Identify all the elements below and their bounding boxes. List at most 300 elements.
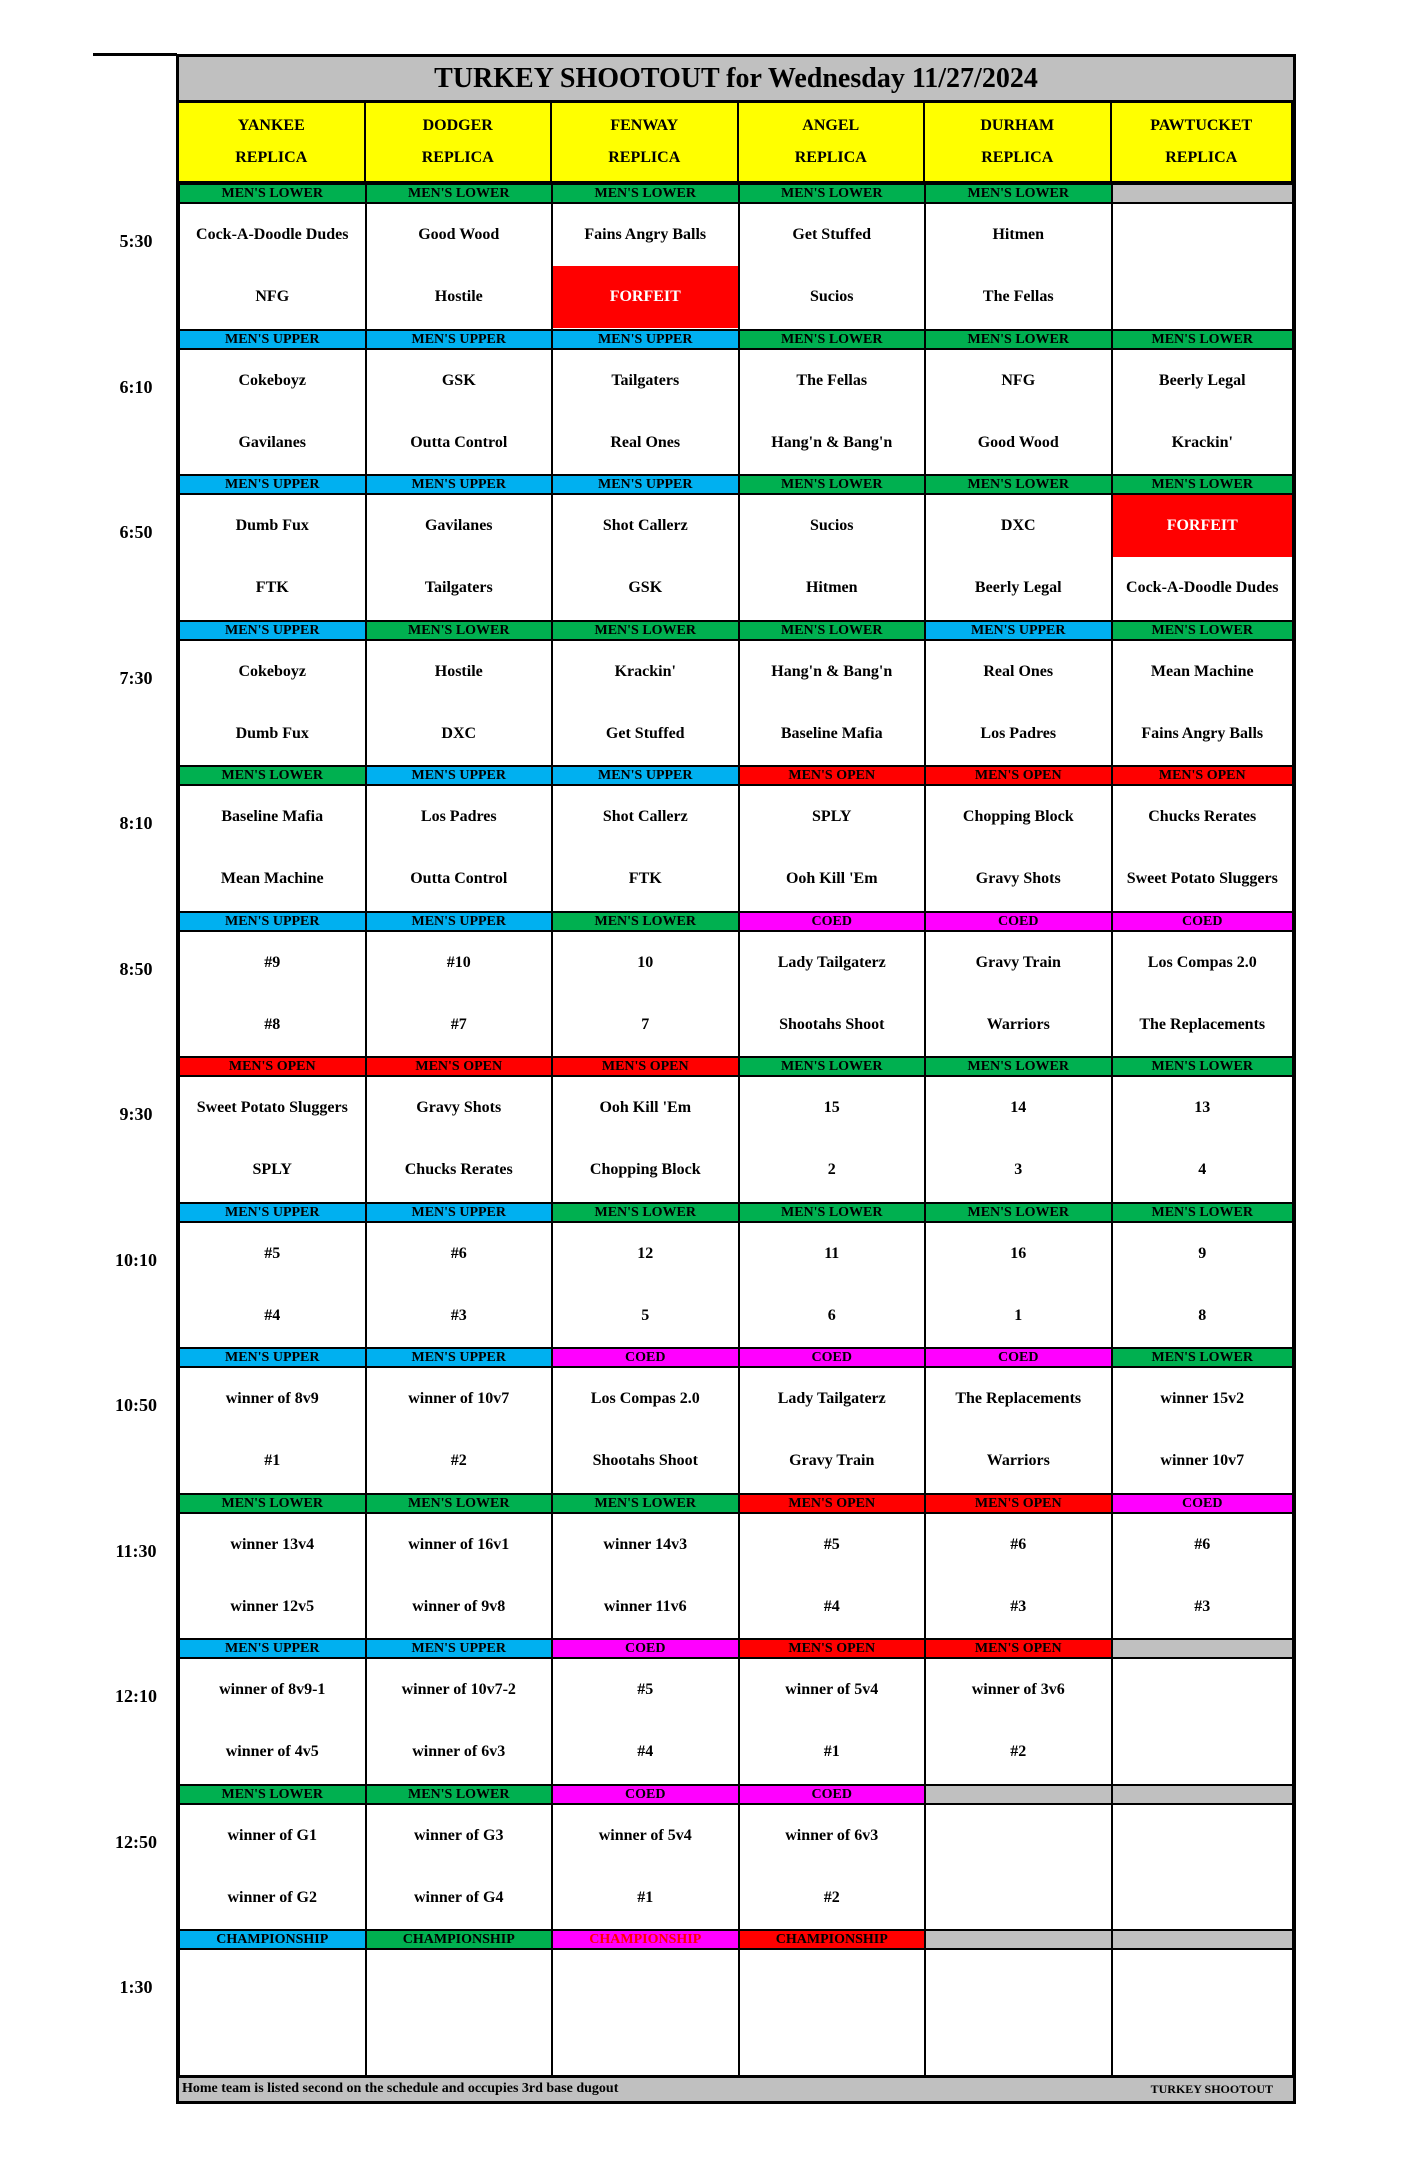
- home-team: 4: [1198, 1161, 1207, 1178]
- home-team: winner of 6v3: [412, 1743, 506, 1760]
- game-cell[interactable]: [179, 1222, 366, 1349]
- division-label: COED: [739, 1785, 926, 1804]
- division-label: MEN'S LOWER: [552, 621, 739, 640]
- game-cell[interactable]: [366, 494, 553, 621]
- game-cell[interactable]: [552, 1513, 739, 1640]
- home-team: Chucks Rerates: [404, 1161, 513, 1178]
- away-team: 13: [1194, 1099, 1211, 1116]
- away-team: Hitmen: [992, 226, 1045, 243]
- home-team: NFG: [255, 288, 290, 305]
- division-label: MEN'S OPEN: [925, 1639, 1112, 1658]
- home-team: FTK: [255, 579, 289, 596]
- division-label: MEN'S OPEN: [739, 1494, 926, 1513]
- home-team: Outta Control: [410, 870, 508, 887]
- division-label: MEN'S LOWER: [1112, 475, 1294, 494]
- away-team: winner of 3v6: [971, 1681, 1065, 1698]
- game-cell[interactable]: [739, 349, 926, 476]
- game-cell[interactable]: [1112, 1658, 1294, 1785]
- division-label: MEN'S UPPER: [179, 1203, 366, 1222]
- home-team: Hitmen: [805, 579, 858, 596]
- venue-type: REPLICA: [981, 149, 1054, 166]
- game-cell[interactable]: [1112, 1222, 1294, 1349]
- away-team: 10: [637, 953, 654, 971]
- game-cell[interactable]: [366, 203, 553, 330]
- home-team: Hostile: [434, 288, 483, 305]
- division-label: MEN'S LOWER: [925, 1203, 1112, 1222]
- away-team: 11: [824, 1244, 840, 1262]
- game-cell[interactable]: [1112, 349, 1294, 476]
- division-label: MEN'S UPPER: [552, 766, 739, 785]
- game-cell[interactable]: [925, 785, 1112, 912]
- division-label: MEN'S LOWER: [739, 184, 926, 203]
- game-cell[interactable]: [179, 1076, 366, 1203]
- away-team: #5: [264, 1244, 281, 1262]
- game-cell[interactable]: [552, 1658, 739, 1785]
- schedule-grid: [176, 54, 1296, 2104]
- game-cell[interactable]: [552, 349, 739, 476]
- division-label: MEN'S UPPER: [179, 475, 366, 494]
- game-cell[interactable]: [552, 931, 739, 1058]
- game-cell[interactable]: [179, 1949, 366, 2076]
- home-team: #1: [264, 1452, 281, 1469]
- home-team: [1113, 1867, 1293, 1929]
- home-team: #4: [264, 1306, 281, 1324]
- footer-bar: [179, 2075, 1293, 2101]
- home-team: Gavilanes: [238, 433, 307, 451]
- away-team: Hang'n & Bang'n: [771, 662, 893, 680]
- game-cell[interactable]: [179, 1513, 366, 1640]
- game-cell[interactable]: [366, 785, 553, 912]
- away-team: winner 14v3: [603, 1535, 688, 1553]
- home-team: [1113, 2012, 1293, 2074]
- home-team: Cock-A-Doodle Dudes: [1126, 579, 1279, 596]
- away-team: #5: [637, 1681, 654, 1698]
- game-cell[interactable]: [925, 1658, 1112, 1785]
- home-team: Shootahs Shoot: [779, 1015, 885, 1033]
- game-cell[interactable]: [925, 1804, 1112, 1931]
- venue-name: FENWAY: [610, 117, 679, 134]
- away-team: #9: [264, 953, 281, 971]
- home-team: Hang'n & Bang'n: [771, 433, 893, 451]
- game-cell[interactable]: [552, 494, 739, 621]
- game-cell[interactable]: [739, 785, 926, 912]
- away-team: Fains Angry Balls: [584, 226, 707, 243]
- game-cell[interactable]: [739, 1804, 926, 1931]
- home-team: Get Stuffed: [605, 724, 685, 742]
- venue-type: REPLICA: [1165, 149, 1238, 166]
- home-team: [1113, 266, 1293, 328]
- game-cell[interactable]: [925, 1076, 1112, 1203]
- away-team: Gravy Train: [975, 953, 1061, 971]
- game-cell[interactable]: [739, 1513, 926, 1640]
- away-team: Shot Callerz: [602, 808, 688, 825]
- game-cell[interactable]: [925, 203, 1112, 330]
- home-team: Mean Machine: [220, 870, 324, 887]
- away-team: Chucks Rerates: [1148, 808, 1257, 825]
- away-team: Good Wood: [418, 226, 500, 243]
- game-cell[interactable]: [179, 640, 366, 767]
- away-team: 12: [637, 1244, 654, 1262]
- top-rule: [93, 53, 177, 56]
- time-slot-label: 8:50: [119, 958, 153, 979]
- game-cell[interactable]: [1112, 1513, 1294, 1640]
- division-label: COED: [739, 912, 926, 931]
- game-cell[interactable]: [552, 203, 739, 330]
- home-team: Fains Angry Balls: [1141, 724, 1264, 742]
- venue-type: REPLICA: [235, 149, 308, 166]
- home-team: winner 12v5: [230, 1597, 315, 1615]
- game-cell[interactable]: [925, 1222, 1112, 1349]
- away-team: [1113, 1950, 1293, 2012]
- game-cell[interactable]: [366, 1513, 553, 1640]
- game-cell[interactable]: [925, 1513, 1112, 1640]
- away-team: Hostile: [434, 662, 483, 680]
- away-team: DXC: [1000, 517, 1036, 534]
- time-slot-label: 8:10: [119, 813, 153, 833]
- division-label: MEN'S UPPER: [366, 330, 553, 349]
- time-slot-label: 6:50: [119, 522, 153, 542]
- division-label: MEN'S LOWER: [739, 621, 926, 640]
- game-cell[interactable]: [1112, 931, 1294, 1058]
- away-team: Krackin': [614, 662, 676, 680]
- away-team: winner of 5v4: [598, 1826, 692, 1844]
- away-team: [926, 1950, 1111, 2012]
- away-team: Gavilanes: [424, 517, 493, 534]
- game-cell[interactable]: [366, 1222, 553, 1349]
- home-team: 7: [641, 1015, 650, 1033]
- division-label: MEN'S LOWER: [552, 1494, 739, 1513]
- game-cell[interactable]: [1112, 1076, 1294, 1203]
- game-cell[interactable]: [925, 640, 1112, 767]
- away-team: Get Stuffed: [792, 226, 872, 243]
- home-team: 6: [827, 1306, 836, 1324]
- division-label: COED: [925, 912, 1112, 931]
- away-team: The Fellas: [796, 371, 868, 389]
- division-label: MEN'S OPEN: [366, 1057, 553, 1076]
- home-team: winner of 9v8: [412, 1597, 506, 1615]
- division-label: COED: [739, 1348, 926, 1367]
- venue-type: REPLICA: [608, 149, 681, 166]
- footer-note: Home team is listed second on the schedule and occupies 3rd base dugout: [182, 2081, 619, 2096]
- home-team: Sucios: [809, 288, 854, 305]
- venue-header: [552, 103, 739, 184]
- away-team: #6: [1010, 1535, 1027, 1553]
- away-team: Lady Tailgaterz: [777, 953, 886, 971]
- away-team: Lady Tailgaterz: [777, 1390, 886, 1407]
- division-label: MEN'S LOWER: [552, 1203, 739, 1222]
- home-team: Ooh Kill 'Em: [785, 870, 878, 887]
- division-label: MEN'S LOWER: [552, 184, 739, 203]
- home-team: winner 11v6: [603, 1597, 687, 1615]
- division-label: MEN'S OPEN: [1112, 766, 1294, 785]
- division-label: MEN'S UPPER: [552, 330, 739, 349]
- division-label: [1112, 184, 1294, 203]
- away-team: Real Ones: [983, 662, 1054, 680]
- away-team: [740, 1950, 925, 2012]
- home-team: Baseline Mafia: [780, 724, 883, 742]
- away-team: winner of 8v9-1: [219, 1681, 326, 1698]
- division-label: COED: [552, 1348, 739, 1367]
- venue-header: [1112, 103, 1294, 184]
- away-team: Chopping Block: [962, 808, 1074, 825]
- game-cell[interactable]: [366, 1658, 553, 1785]
- home-team: #3: [1194, 1597, 1211, 1615]
- away-team: Los Padres: [420, 808, 497, 825]
- away-team: winner of 6v3: [785, 1826, 879, 1844]
- game-cell[interactable]: [366, 349, 553, 476]
- game-cell[interactable]: [179, 1658, 366, 1785]
- division-label: MEN'S LOWER: [925, 330, 1112, 349]
- venue-header: [925, 103, 1112, 184]
- away-team: #6: [450, 1244, 467, 1262]
- game-cell[interactable]: [739, 1658, 926, 1785]
- away-team: Cokeboyz: [238, 662, 307, 680]
- division-label: MEN'S LOWER: [739, 330, 926, 349]
- away-team: SPLY: [812, 808, 852, 825]
- home-team: winner of G2: [227, 1888, 317, 1906]
- home-team: Outta Control: [410, 433, 508, 451]
- away-team: [1113, 1805, 1293, 1867]
- home-team: 2: [827, 1161, 836, 1178]
- away-team: winner of G3: [414, 1826, 504, 1844]
- division-label: MEN'S LOWER: [366, 1494, 553, 1513]
- venue-name: DODGER: [422, 117, 493, 134]
- game-cell[interactable]: [552, 1367, 739, 1494]
- time-slot-label: 9:30: [119, 1104, 153, 1124]
- division-label: [1112, 1785, 1294, 1804]
- game-cell[interactable]: [552, 640, 739, 767]
- away-team: 16: [1010, 1244, 1027, 1262]
- game-cell[interactable]: [1112, 1949, 1294, 2076]
- home-team: [367, 2012, 552, 2074]
- division-label: MEN'S LOWER: [1112, 1057, 1294, 1076]
- game-cell[interactable]: [739, 1222, 926, 1349]
- venue-name: PAWTUCKET: [1150, 117, 1253, 134]
- away-team: [1113, 1659, 1293, 1721]
- division-label: [1112, 1930, 1294, 1949]
- game-cell[interactable]: [739, 1076, 926, 1203]
- home-team: Beerly Legal: [974, 579, 1062, 596]
- division-label: COED: [1112, 912, 1294, 931]
- division-label: MEN'S LOWER: [1112, 330, 1294, 349]
- home-team: winner 10v7: [1160, 1452, 1245, 1469]
- game-cell[interactable]: [739, 931, 926, 1058]
- division-label: MEN'S LOWER: [366, 1785, 553, 1804]
- away-team: winner of G1: [227, 1826, 317, 1844]
- away-team: Gravy Shots: [416, 1099, 502, 1116]
- home-team: Krackin': [1171, 433, 1233, 451]
- home-team: #1: [823, 1743, 840, 1760]
- away-team: winner of 8v9: [225, 1390, 319, 1407]
- home-team: 3: [1014, 1161, 1023, 1178]
- division-label: CHAMPIONSHIP: [179, 1930, 366, 1949]
- game-cell[interactable]: [925, 349, 1112, 476]
- away-team: [180, 1950, 365, 2012]
- game-cell[interactable]: [552, 1804, 739, 1931]
- home-team: [926, 1867, 1111, 1929]
- home-team: #1: [637, 1888, 654, 1906]
- time-slot-label: 11:30: [115, 1540, 157, 1561]
- division-label: MEN'S LOWER: [925, 1057, 1112, 1076]
- division-label: MEN'S UPPER: [925, 621, 1112, 640]
- game-cell[interactable]: [1112, 785, 1294, 912]
- away-team: [926, 1805, 1111, 1867]
- home-team: Real Ones: [610, 433, 681, 451]
- division-label: [925, 1930, 1112, 1949]
- game-cell[interactable]: [925, 931, 1112, 1058]
- game-cell[interactable]: [739, 1367, 926, 1494]
- away-team: Baseline Mafia: [221, 808, 324, 825]
- home-team: Los Padres: [980, 724, 1057, 742]
- game-cell[interactable]: [925, 1367, 1112, 1494]
- away-team: winner of 10v7: [408, 1390, 510, 1407]
- home-team: DXC: [441, 724, 477, 742]
- game-cell[interactable]: [552, 1949, 739, 2076]
- game-cell[interactable]: [366, 1804, 553, 1931]
- home-team: 5: [641, 1306, 650, 1324]
- division-label: MEN'S LOWER: [1112, 1203, 1294, 1222]
- game-cell[interactable]: [366, 1076, 553, 1203]
- game-cell[interactable]: [1112, 203, 1294, 330]
- away-team: 9: [1198, 1244, 1207, 1262]
- game-cell[interactable]: [366, 1949, 553, 2076]
- away-team: FORFEIT: [1113, 495, 1293, 557]
- home-team: #2: [823, 1888, 840, 1906]
- home-team: Gravy Shots: [975, 870, 1061, 887]
- home-team: #8: [264, 1015, 281, 1033]
- home-team: #4: [823, 1597, 840, 1615]
- division-label: MEN'S OPEN: [739, 766, 926, 785]
- away-team: Beerly Legal: [1158, 371, 1246, 389]
- time-slot-label: 5:30: [119, 231, 153, 251]
- home-team: Shootahs Shoot: [592, 1452, 698, 1469]
- away-team: Sucios: [809, 517, 854, 534]
- game-cell[interactable]: [366, 640, 553, 767]
- home-team: 8: [1198, 1306, 1207, 1324]
- division-label: MEN'S LOWER: [739, 1057, 926, 1076]
- game-cell[interactable]: [925, 494, 1112, 621]
- division-label: [1112, 1639, 1294, 1658]
- away-team: [553, 1950, 738, 2012]
- game-cell[interactable]: [1112, 1804, 1294, 1931]
- venue-type: REPLICA: [794, 149, 867, 166]
- home-team: winner of 4v5: [225, 1743, 319, 1760]
- game-cell[interactable]: [552, 1222, 739, 1349]
- game-cell[interactable]: [179, 349, 366, 476]
- division-label: MEN'S LOWER: [1112, 1348, 1294, 1367]
- division-label: COED: [552, 1785, 739, 1804]
- footer-brand: TURKEY SHOOTOUT: [1150, 2082, 1273, 2096]
- division-label: MEN'S UPPER: [366, 475, 553, 494]
- game-cell[interactable]: [925, 1949, 1112, 2076]
- time-slot-label: 6:10: [119, 376, 153, 397]
- away-team: Los Compas 2.0: [590, 1390, 700, 1407]
- home-team: #3: [1010, 1597, 1027, 1615]
- venue-name: ANGEL: [802, 117, 860, 134]
- venue-header: [179, 103, 366, 184]
- division-label: MEN'S LOWER: [552, 912, 739, 931]
- game-cell[interactable]: [179, 494, 366, 621]
- division-label: MEN'S UPPER: [366, 1348, 553, 1367]
- home-team: #2: [450, 1452, 467, 1469]
- division-label: MEN'S LOWER: [739, 475, 926, 494]
- venue-header: [366, 103, 553, 184]
- away-team: Sweet Potato Sluggers: [196, 1099, 348, 1116]
- game-cell[interactable]: [179, 785, 366, 912]
- game-cell[interactable]: [366, 1367, 553, 1494]
- away-team: 14: [1010, 1099, 1027, 1116]
- division-label: CHAMPIONSHIP: [552, 1930, 739, 1949]
- home-team: SPLY: [252, 1161, 292, 1178]
- away-team: winner of 16v1: [408, 1535, 510, 1553]
- away-team: Shot Callerz: [602, 517, 688, 534]
- away-team: Los Compas 2.0: [1147, 953, 1257, 971]
- division-label: MEN'S UPPER: [552, 475, 739, 494]
- division-label: MEN'S LOWER: [366, 621, 553, 640]
- home-team: 1: [1014, 1306, 1023, 1324]
- division-label: MEN'S OPEN: [179, 1057, 366, 1076]
- home-team: [553, 2012, 738, 2074]
- home-team: Chopping Block: [589, 1161, 701, 1178]
- game-cell[interactable]: [366, 931, 553, 1058]
- away-team: [1113, 204, 1293, 266]
- game-cell[interactable]: [739, 1949, 926, 2076]
- division-label: MEN'S LOWER: [366, 184, 553, 203]
- game-cell[interactable]: [552, 1076, 739, 1203]
- game-cell[interactable]: [739, 203, 926, 330]
- division-label: MEN'S LOWER: [925, 475, 1112, 494]
- game-cell[interactable]: [1112, 1367, 1294, 1494]
- home-team: #7: [450, 1015, 467, 1033]
- game-cell[interactable]: [552, 785, 739, 912]
- away-team: NFG: [1001, 371, 1036, 389]
- game-cell[interactable]: [1112, 640, 1294, 767]
- away-team: #6: [1194, 1535, 1211, 1553]
- division-label: MEN'S LOWER: [179, 766, 366, 785]
- division-label: COED: [552, 1639, 739, 1658]
- away-team: [367, 1950, 552, 2012]
- division-label: CHAMPIONSHIP: [739, 1930, 926, 1949]
- away-team: Mean Machine: [1150, 662, 1254, 680]
- division-label: MEN'S OPEN: [739, 1639, 926, 1658]
- away-team: #10: [446, 953, 471, 971]
- time-slot-label: 12:50: [115, 1831, 157, 1852]
- time-slot-label: 12:10: [115, 1686, 157, 1706]
- away-team: winner 13v4: [230, 1535, 315, 1553]
- division-label: MEN'S UPPER: [179, 621, 366, 640]
- game-cell[interactable]: [739, 494, 926, 621]
- away-team: Cokeboyz: [238, 371, 307, 389]
- division-label: MEN'S OPEN: [925, 1494, 1112, 1513]
- home-team: Good Wood: [977, 433, 1059, 451]
- time-slot-label: 1:30: [119, 1977, 153, 1997]
- game-cell[interactable]: [179, 203, 366, 330]
- away-team: Cock-A-Doodle Dudes: [196, 226, 349, 243]
- division-label: MEN'S UPPER: [179, 912, 366, 931]
- home-team: [180, 2012, 365, 2074]
- game-cell[interactable]: [1112, 494, 1294, 621]
- away-team: #5: [823, 1535, 840, 1553]
- game-cell[interactable]: [739, 640, 926, 767]
- division-label: CHAMPIONSHIP: [366, 1930, 553, 1949]
- division-label: MEN'S LOWER: [179, 184, 366, 203]
- game-cell[interactable]: [179, 1367, 366, 1494]
- game-cell[interactable]: [179, 1804, 366, 1931]
- home-team: Sweet Potato Sluggers: [1126, 870, 1278, 887]
- home-team: FTK: [628, 870, 662, 887]
- home-team: Warriors: [986, 1452, 1050, 1469]
- game-cell[interactable]: [179, 931, 366, 1058]
